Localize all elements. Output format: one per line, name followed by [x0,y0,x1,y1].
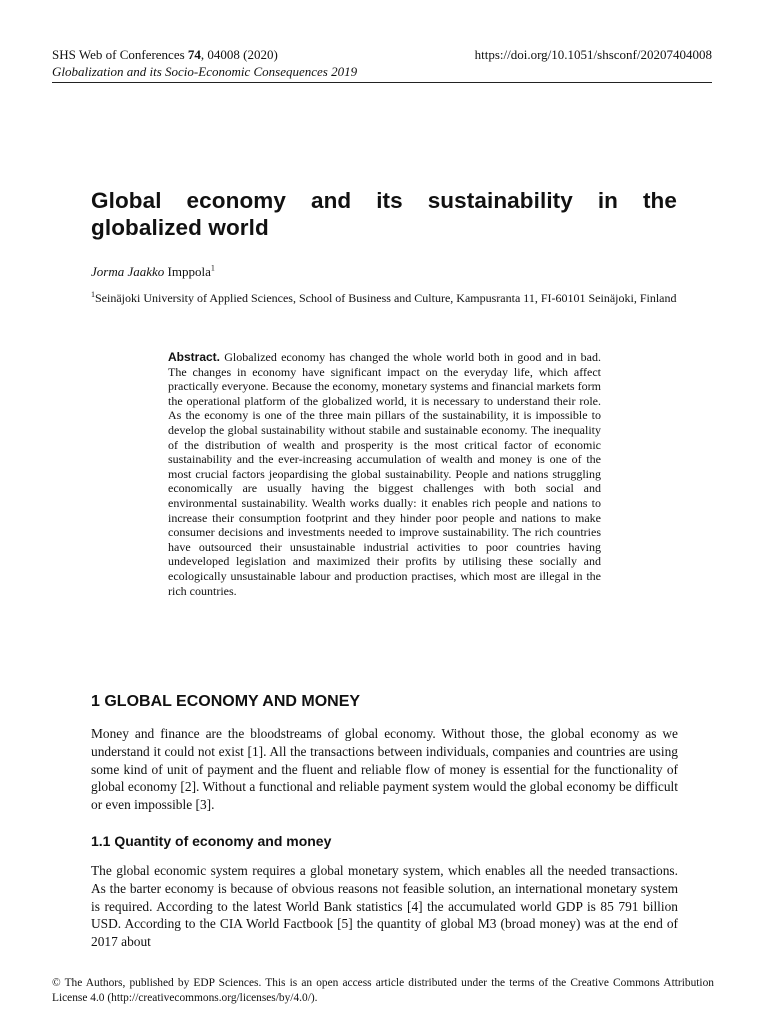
license-footer: © The Authors, published by EDP Sciences. This is an open access article distributed under the terms of the Creative Commons Attribution License 4.0 (http://creativecommons.org/licenses/by/4.0/). [52,977,714,1004]
journal-name: SHS Web of Conferences [52,47,185,62]
affiliation-marker: 1 [91,290,95,299]
paper-title: Global economy and its sustainability in the globalized world [91,188,677,240]
journal-citation [52,46,278,63]
section-1-paragraph: Money and finance are the bloodstreams of global economy. Without those, the global economy as we understand it could not exist [1]. All the transactions between individuals, companies and countries are using some kind of unit of payment and the fluent and reliable flow of money is essential for the functionality of global economy [2]. Without a functional and reliable payment system would the global economy be difficult or even impossible [3]. [91,726,678,813]
subsection-1-1-paragraph: The global economic system requires a global monetary system, which enables all the needed transactions. As the barter economy is because of obvious reasons not feasible solution, an international monetary system is required. According to the latest World Bank statistics [4] the accumulated world GDP is 85 791 billion USD. According to the CIA World Factbook [5] the quantity of global M3 (broad money) was at the end of 2017 about [91,863,678,950]
conference-series: Globalization and its Socio-Economic Consequences 2019 [52,64,358,79]
author-given-name: Jorma Jaakko [91,264,165,279]
abstract [168,350,601,598]
affiliation-text: Seinäjoki University of Applied Sciences, School of Business and Culture, Kampusranta 11, FI-60101 Seinäjoki, Finland [95,291,677,305]
abstract-label: Abstract. [168,350,221,364]
header-divider [52,82,712,83]
journal-volume: 74 [187,47,201,62]
doi-link[interactable]: https://doi.org/10.1051/shsconf/20207404008 [474,47,712,62]
journal-article-id: , 04008 (2020) [200,47,278,62]
subsection-heading-1-1: 1.1 Quantity of economy and money [91,833,332,849]
abstract-text: Globalized economy has changed the whole world both in good and in bad. The changes in economy have significant impact on the everyday life, which affect practically everyone. Because the economy, monetary systems and financial markets form the operational platform of the globalized world, it is necessary to understand their role. As the economy is one of the three main pillars of the sustainability, it is impossible to develop the global sustainability without stabile and sustainable economy. The inequality of the distribution of wealth and prosperity is the most critical factor of economic sustainability and the ever-increasing accumulation of wealth and money is one of the most crucial factors jeopardising the global sustainability. People and nations struggling economically are usually having the biggest challenges with both social and environmental sustainability. Wealth works dually: it enables rich people and nations to increase their consumption footprint and they hinder poor people and nations to make consumer decisions and investments needed to improve sustainability. The rich countries have outsourced their unsustainable industrial activities to poor countries having undeveloped legislation and maximized their profits by utilising these socially and ecologically unsustainable labour and production practises, which most are illegal in the rich countries. [168,350,602,598]
section-heading-1: 1 GLOBAL ECONOMY AND MONEY [91,693,361,710]
running-header [52,46,712,80]
author-line [91,264,215,280]
affiliation [91,290,681,306]
author-affiliation-marker: 1 [210,263,215,273]
author-family-name: Imppola [167,264,211,279]
